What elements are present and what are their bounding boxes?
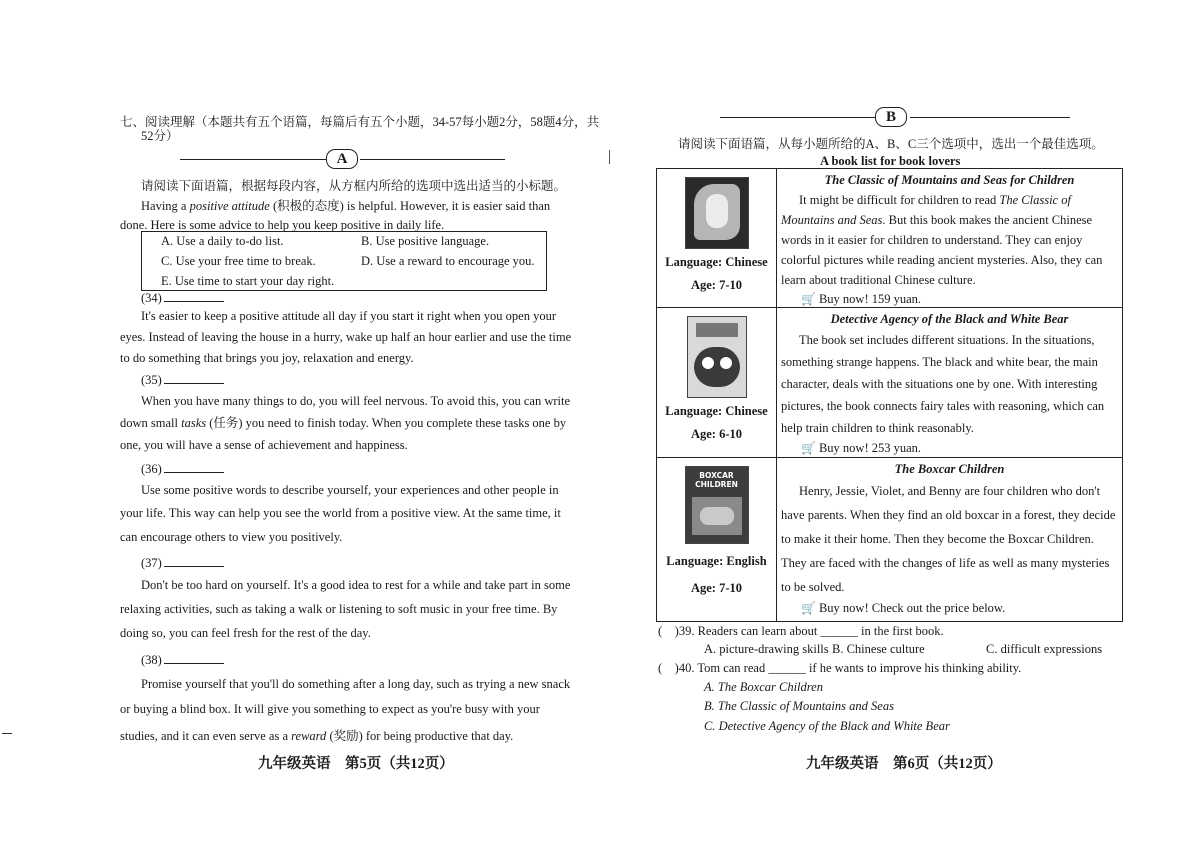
- desc-text: help train children to think reasonably.: [781, 421, 974, 435]
- buy-now-text: Buy now! 159 yuan.: [818, 292, 922, 306]
- book-title: The Classic of Mountains and Seas for Children: [824, 173, 1075, 187]
- p35-line3: one, you will have a sense of achievement and happiness.: [120, 438, 408, 452]
- book-row: [657, 169, 1123, 308]
- scan-mark: [609, 150, 610, 164]
- p35-line2: [120, 417, 566, 430]
- book-desc-cell: [777, 458, 1123, 622]
- book-cover-image: [687, 316, 747, 398]
- desc-text: to be solved.: [781, 580, 845, 594]
- q39-option-b[interactable]: B. Chinese culture: [832, 642, 925, 656]
- p34-line3: to do something that brings you joy, relaxation and energy.: [120, 351, 414, 365]
- section-heading-line1: 七、阅读理解（本题共有五个语篇，每篇后有五个小题，34-57每小题2分，58题4分，共: [120, 115, 600, 129]
- cover-title: BOXCAR CHILDREN: [695, 471, 738, 489]
- book-desc-cell: [777, 169, 1123, 308]
- p38-text-cont: (奖励) for being productive that day.: [326, 729, 514, 743]
- q35-label: [141, 373, 224, 387]
- cart-icon: 🛒: [801, 441, 816, 455]
- p36-line3: can encourage others to view you positively.: [120, 530, 343, 544]
- book-desc-cell: [777, 308, 1123, 458]
- buy-now-line[interactable]: [777, 292, 1122, 307]
- book-age: Age: 7-10: [690, 278, 743, 292]
- p37-line3: doing so, you can feel fresh for the rest of the day.: [120, 626, 371, 640]
- desc-text: The book set includes different situations. In the situations,: [799, 333, 1095, 347]
- p35-emphasis: tasks: [181, 416, 207, 430]
- q36-number: (36): [141, 462, 162, 476]
- p36-line2: your life. This way can help you see the world from a positive view. At the same time, it: [120, 506, 561, 520]
- right-page-footer: 九年级英语 第6页（共12页）: [806, 756, 1002, 772]
- section-heading-line2: 52分）: [141, 129, 179, 143]
- p37-line2: relaxing activities, such as taking a walk or listening to soft music in your free time. By: [120, 602, 558, 616]
- desc-text: learn about traditional Chinese culture.: [781, 273, 976, 287]
- option-e: E. Use time to start your day right.: [161, 274, 335, 288]
- book-description: [777, 477, 1122, 599]
- intro-emphasis: positive attitude: [189, 199, 270, 213]
- book-row: [657, 458, 1123, 622]
- intro-text-cont: (积极的态度) is helpful. However, it is easier said than: [269, 199, 551, 213]
- desc-text: They are faced with the changes of life as well as many mysteries: [781, 556, 1110, 570]
- section-b-badge: B: [875, 107, 907, 127]
- section-b-rule-left: [720, 117, 875, 118]
- q38-number: (38): [141, 653, 162, 667]
- left-page-footer: 九年级英语 第5页（共12页）: [258, 756, 454, 772]
- question-39: ( )39. Readers can learn about ______ in the first book.: [658, 624, 944, 638]
- p38-line2: or buying a blind box. It will give you something to expect as you're busy with your: [120, 702, 540, 716]
- p35-text-cont: (任务) you need to finish today. When you complete these tasks one by: [206, 416, 567, 430]
- section-a-rule-left: [180, 159, 328, 160]
- book-row: [657, 308, 1123, 458]
- p35-text: down small: [120, 416, 182, 430]
- scan-mark: [2, 733, 12, 734]
- desc-text: something strange happens. The black and white bear, the main: [781, 355, 1098, 369]
- desc-text: It might be difficult for children to read: [799, 193, 1000, 207]
- q40-option-c[interactable]: C. Detective Agency of the Black and White Bear: [704, 719, 950, 733]
- q40-option-b[interactable]: B. The Classic of Mountains and Seas: [704, 699, 894, 713]
- section-a-instruction: 请阅读下面语篇，根据每段内容，从方框内所给的选项中选出适当的小标题。: [141, 179, 567, 193]
- book-title: Detective Agency of the Black and White Bear: [830, 312, 1069, 326]
- desc-text: . But this book makes the ancient Chinese: [882, 213, 1093, 227]
- section-a-badge: A: [326, 149, 358, 169]
- desc-emphasis: Mountains and Seas: [781, 213, 883, 227]
- cart-icon: 🛒: [801, 601, 816, 615]
- intro-line-2: done. Here is some advice to help you keep positive in daily life.: [120, 218, 445, 232]
- option-b: B. Use positive language.: [361, 234, 490, 248]
- buy-now-text: Buy now! Check out the price below.: [818, 601, 1006, 615]
- q36-label: [141, 462, 224, 476]
- section-b-rule-right: [910, 117, 1070, 118]
- book-language: Language: Chinese: [665, 404, 768, 418]
- desc-text: have parents. When they find an old boxcar in a forest, they decide: [781, 508, 1116, 522]
- buy-now-text: Buy now! 253 yuan.: [818, 441, 922, 455]
- intro-line-1: [141, 200, 550, 213]
- q34-label: [141, 291, 224, 305]
- book-title: The Boxcar Children: [894, 462, 1005, 476]
- desc-text: words in it easier for children to understand. They can enjoy: [781, 233, 1083, 247]
- q37-label: [141, 556, 224, 570]
- book-description: [777, 188, 1122, 290]
- q40-option-a[interactable]: A. The Boxcar Children: [704, 680, 823, 694]
- book-cover-image: [685, 466, 749, 544]
- desc-text: character, deals with the situations one by one. With interesting: [781, 377, 1098, 391]
- answer-blank[interactable]: [164, 373, 224, 384]
- p38-line1: Promise yourself that you'll do something after a long day, such as trying a new snack: [141, 677, 571, 691]
- buy-now-line[interactable]: [777, 441, 1122, 456]
- book-language: Language: English: [666, 554, 767, 568]
- answer-blank[interactable]: [164, 653, 224, 664]
- book-language: Language: Chinese: [665, 255, 768, 269]
- desc-emphasis: The Classic of: [999, 193, 1071, 207]
- answer-blank[interactable]: [164, 556, 224, 567]
- book-age: Age: 7-10: [690, 581, 743, 595]
- answer-blank[interactable]: [164, 462, 224, 473]
- answer-blank[interactable]: [164, 291, 224, 302]
- q38-label: [141, 653, 224, 667]
- book-description: [777, 327, 1122, 439]
- p37-line1: Don't be too hard on yourself. It's a good idea to rest for a while and take part in some: [141, 578, 571, 592]
- option-a: A. Use a daily to-do list.: [161, 234, 284, 248]
- p34-line1: It's easier to keep a positive attitude all day if you start it right when you open your: [141, 309, 556, 323]
- book-list-table: [656, 168, 1123, 622]
- buy-now-line[interactable]: [777, 601, 1122, 616]
- book-cover-image: [685, 177, 749, 249]
- p38-emphasis: reward: [291, 729, 327, 743]
- question-40: ( )40. Tom can read ______ if he wants to improve his thinking ability.: [658, 661, 1022, 675]
- desc-text: Henry, Jessie, Violet, and Benny are four children who don't: [799, 484, 1101, 498]
- book-info-cell: [657, 308, 777, 458]
- section-a-rule-right: [360, 159, 505, 160]
- desc-text: colorful pictures while reading ancient mysteries. Also, they can: [781, 253, 1103, 267]
- desc-text: pictures, the book connects fairy tales with reasoning, which can: [781, 399, 1105, 413]
- q39-option-a[interactable]: A. picture-drawing skills: [704, 642, 829, 656]
- option-c: C. Use your free time to break.: [161, 254, 316, 268]
- book-list-title: A book list for book lovers: [820, 154, 961, 168]
- p38-line3: [120, 730, 513, 743]
- q34-number: (34): [141, 291, 162, 305]
- book-info-cell: [657, 458, 777, 622]
- q35-number: (35): [141, 373, 162, 387]
- p36-line1: Use some positive words to describe yourself, your experiences and other people in: [141, 483, 559, 497]
- book-age: Age: 6-10: [690, 427, 743, 441]
- cart-icon: 🛒: [801, 292, 816, 306]
- p38-text: studies, and it can even serve as a: [120, 729, 292, 743]
- desc-text: to make it their home. Then they become the Boxcar Children.: [781, 532, 1094, 546]
- p35-line1: When you have many things to do, you will feel nervous. To avoid this, you can write: [141, 394, 571, 408]
- option-d: D. Use a reward to encourage you.: [361, 254, 535, 268]
- q39-option-c[interactable]: C. difficult expressions: [986, 642, 1103, 656]
- intro-text: Having a: [141, 199, 190, 213]
- section-b-instruction: 请阅读下面语篇，从每小题所给的A、B、C三个选项中，选出一个最佳选项。: [678, 137, 1104, 151]
- q37-number: (37): [141, 556, 162, 570]
- book-info-cell: [657, 169, 777, 308]
- p34-line2: eyes. Instead of leaving the house in a hurry, wake up half an hour earlier and use the time: [120, 330, 572, 344]
